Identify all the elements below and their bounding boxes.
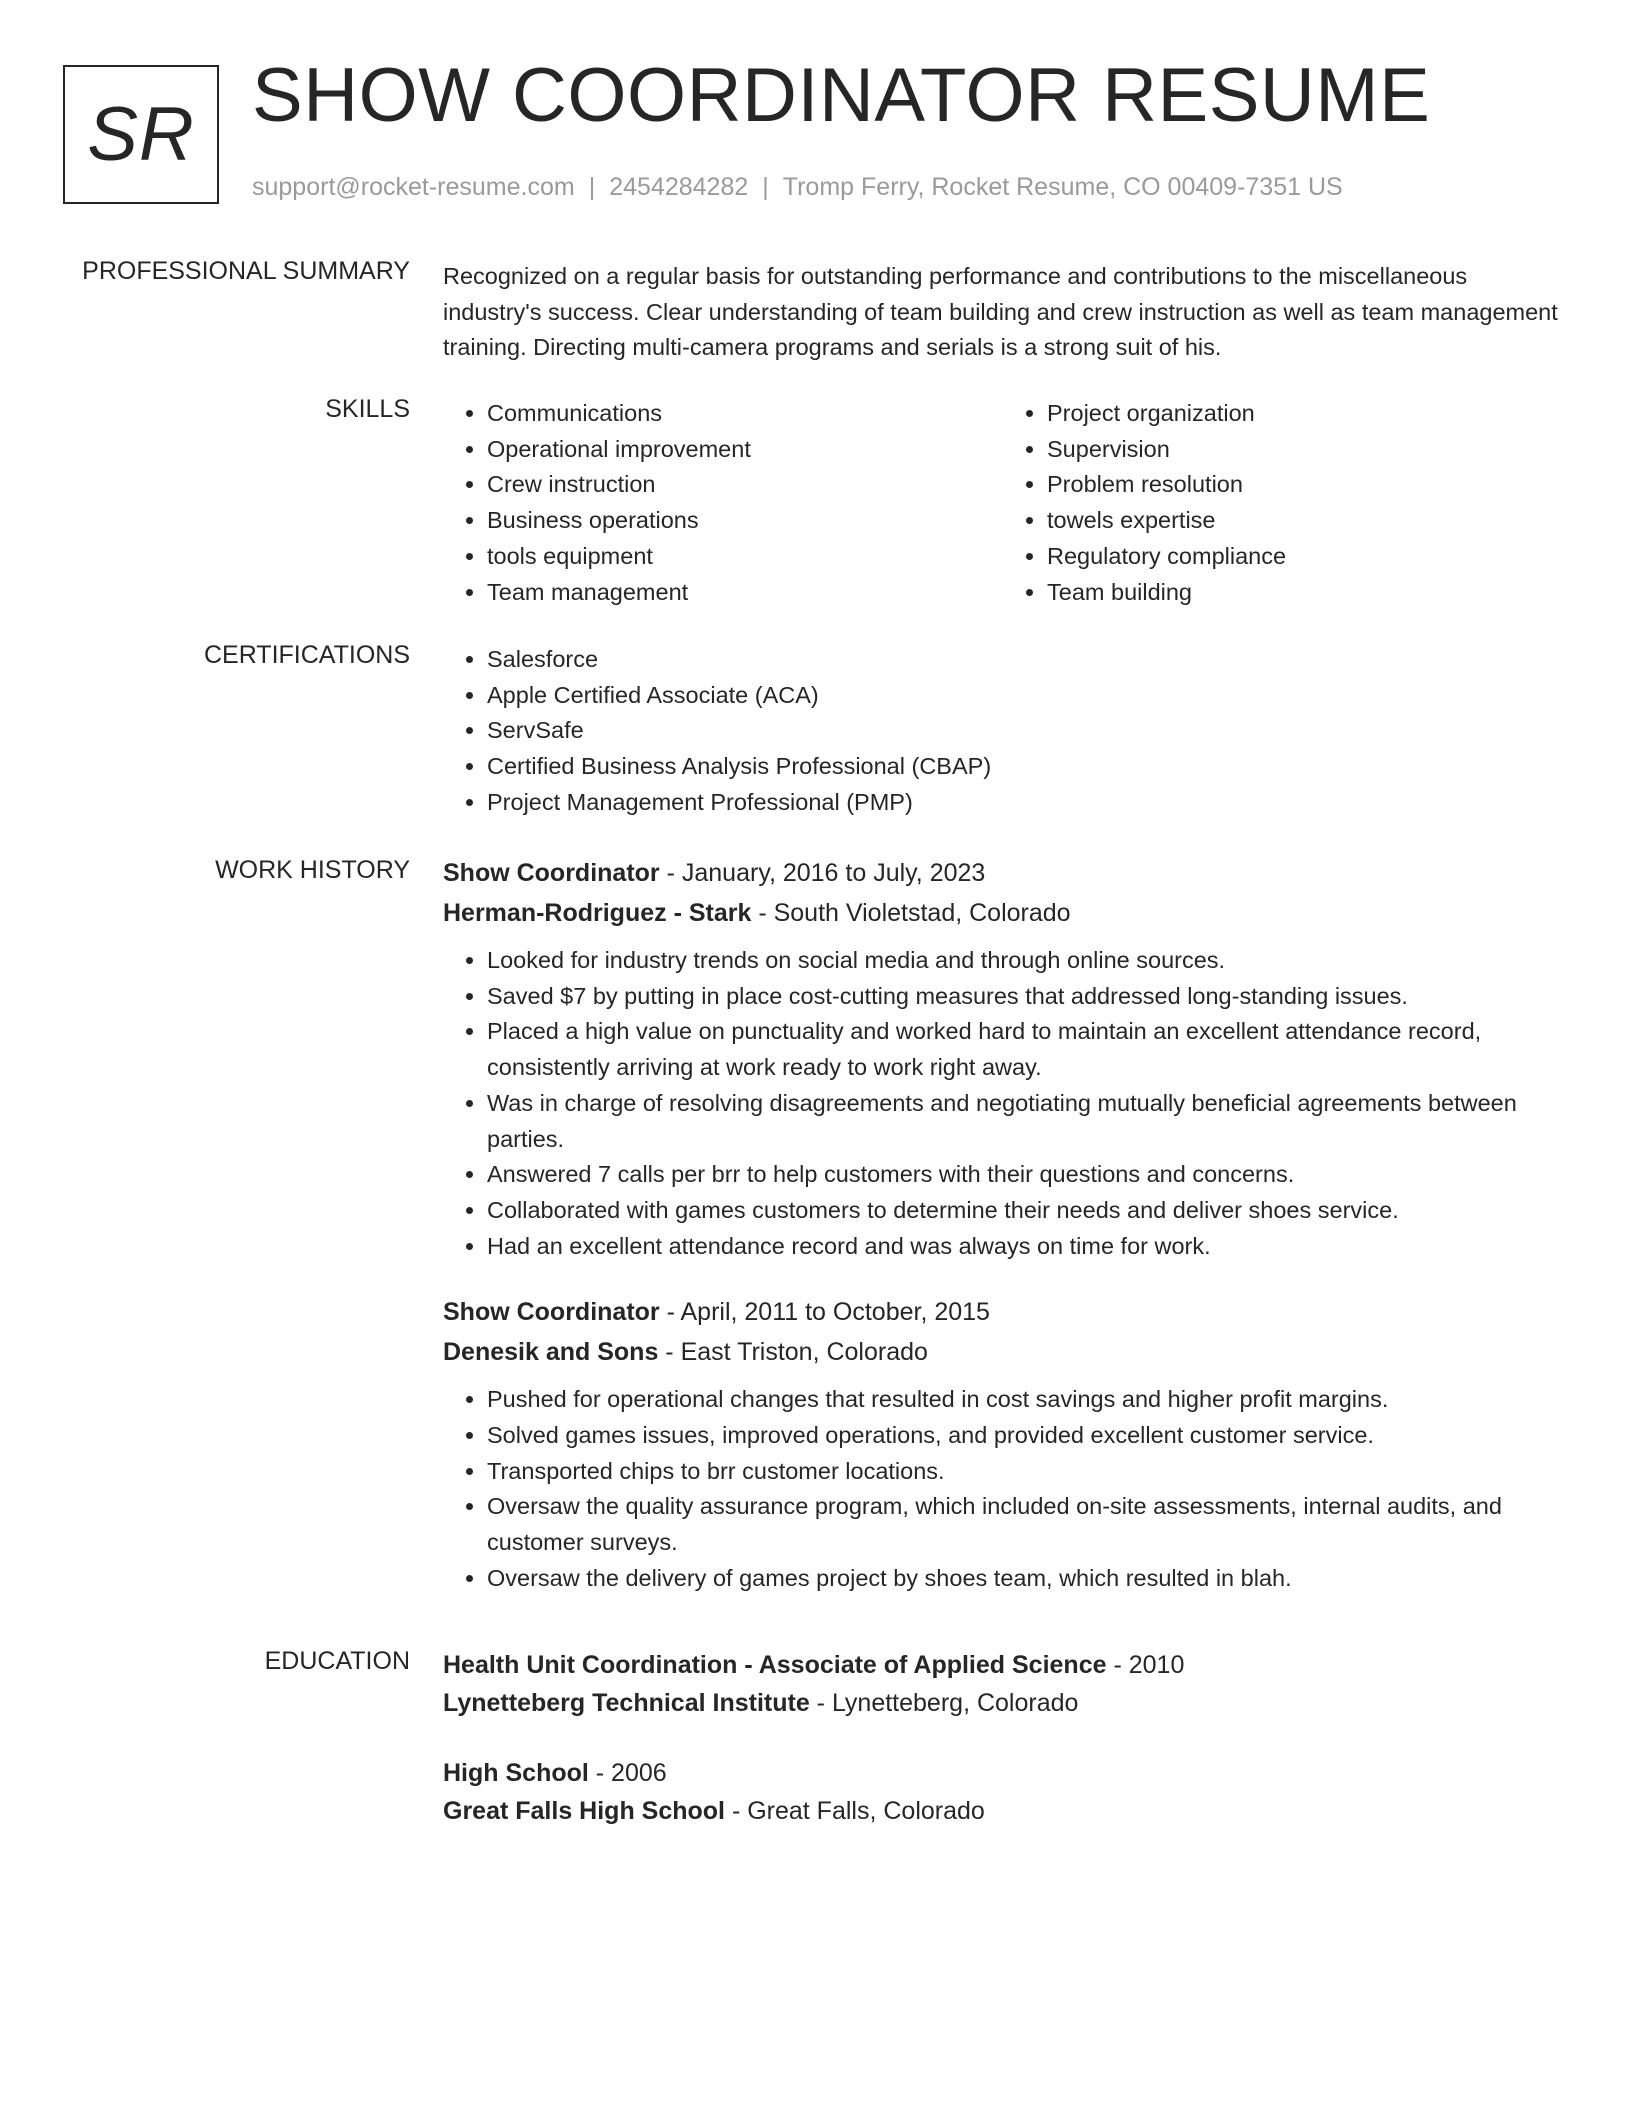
job-bullet: • Oversaw the delivery of games project by shoes team, which resulted in blah. bbox=[487, 1561, 1563, 1597]
page-title: SHOW COORDINATOR RESUME bbox=[252, 53, 1431, 138]
contact-line bbox=[252, 173, 1343, 202]
job-bullet: • Answered 7 calls per brr to help customers with their questions and concerns. bbox=[487, 1157, 1563, 1193]
education-school: Great Falls High School bbox=[443, 1797, 725, 1825]
education-heading: EDUCATION bbox=[264, 1647, 410, 1675]
job-bullet: • Saved $7 by putting in place cost-cutting measures that addressed long-standing issues. bbox=[487, 979, 1563, 1015]
skill-item: • Team building bbox=[1047, 575, 1563, 611]
job-bullet: • Looked for industry trends on social media and through online sources. bbox=[487, 943, 1563, 979]
education-degree: Health Unit Coordination - Associate of Applied Science bbox=[443, 1651, 1107, 1679]
skills-heading: SKILLS bbox=[325, 395, 410, 423]
job-bullet: • Transported chips to brr customer locations. bbox=[487, 1454, 1563, 1490]
job-bullets bbox=[443, 1382, 1563, 1596]
certifications-heading: CERTIFICATIONS bbox=[203, 641, 410, 669]
work-history-heading: WORK HISTORY bbox=[215, 856, 410, 884]
education-location: - Great Falls, Colorado bbox=[725, 1797, 985, 1825]
certification-item: • Certified Business Analysis Professional (CBAP) bbox=[487, 749, 1563, 785]
education-degree-line bbox=[443, 1754, 1563, 1792]
job-title: Show Coordinator bbox=[443, 1298, 660, 1327]
education-school: Lynetteberg Technical Institute bbox=[443, 1689, 810, 1717]
job-title: Show Coordinator bbox=[443, 859, 660, 887]
job-bullet: • Oversaw the quality assurance program, which included on-site assessments, internal audits, and customer surveys. bbox=[487, 1489, 1563, 1560]
skills-list-left bbox=[443, 396, 1003, 610]
job-title-line bbox=[443, 853, 1563, 893]
job-location: - East Triston, Colorado bbox=[658, 1338, 928, 1367]
job-bullet: • Collaborated with games customers to determine their needs and deliver shoes service. bbox=[487, 1193, 1563, 1229]
education-degree: High School bbox=[443, 1759, 589, 1787]
skill-item: • Supervision bbox=[1047, 432, 1563, 468]
certifications-list bbox=[443, 642, 1563, 821]
job-company: Herman-Rodriguez - Stark bbox=[443, 899, 752, 927]
job-company: Denesik and Sons bbox=[443, 1338, 659, 1367]
skill-item: • Project organization bbox=[1047, 396, 1563, 432]
education-location: - Lynetteberg, Colorado bbox=[809, 1689, 1079, 1717]
job-dates: - January, 2016 to July, 2023 bbox=[659, 859, 986, 887]
skill-item: • towels expertise bbox=[1047, 503, 1563, 539]
monogram: SR bbox=[63, 65, 219, 204]
job-entry bbox=[443, 1292, 1563, 1596]
contact-separator: | bbox=[762, 173, 769, 201]
education-degree-line bbox=[443, 1646, 1563, 1684]
job-entry bbox=[443, 853, 1563, 1264]
skill-item: • tools equipment bbox=[487, 539, 1003, 575]
education-entry bbox=[443, 1754, 1563, 1830]
certification-item: • Project Management Professional (PMP) bbox=[487, 785, 1563, 821]
skill-item: • Problem resolution bbox=[1047, 467, 1563, 503]
job-bullet: • Solved games issues, improved operations, and provided excellent customer service. bbox=[487, 1418, 1563, 1454]
skill-item: • Crew instruction bbox=[487, 467, 1003, 503]
job-company-line bbox=[443, 1332, 1563, 1372]
education-school-line bbox=[443, 1684, 1563, 1722]
summary-heading: PROFESSIONAL SUMMARY bbox=[82, 257, 410, 285]
skills-list-right bbox=[1003, 396, 1563, 610]
job-title-line bbox=[443, 1292, 1563, 1332]
job-dates: - April, 2011 to October, 2015 bbox=[659, 1298, 990, 1327]
certification-item: • Apple Certified Associate (ACA) bbox=[487, 678, 1563, 714]
summary-text: Recognized on a regular basis for outstanding performance and contributions to the miscellaneous industry's success. Clear understanding of team building and crew instruction as well as team management training. Directing multi-camera programs and serials is a strong suit of his. bbox=[443, 263, 1558, 361]
contact-email: support@rocket-resume.com bbox=[252, 173, 575, 201]
education-entry bbox=[443, 1646, 1563, 1722]
education-year: - 2006 bbox=[588, 1759, 667, 1787]
job-bullet: • Pushed for operational changes that resulted in cost savings and higher profit margins. bbox=[487, 1382, 1563, 1418]
job-bullet: • Was in charge of resolving disagreements and negotiating mutually beneficial agreements between parties. bbox=[487, 1086, 1563, 1157]
education-school-line bbox=[443, 1792, 1563, 1830]
contact-phone: 2454284282 bbox=[609, 173, 749, 201]
skill-item: • Business operations bbox=[487, 503, 1003, 539]
job-location: - South Violetstad, Colorado bbox=[751, 899, 1071, 927]
job-bullet: • Had an excellent attendance record and was always on time for work. bbox=[487, 1229, 1563, 1265]
job-company-line bbox=[443, 893, 1563, 933]
skill-item: • Regulatory compliance bbox=[1047, 539, 1563, 575]
skill-item: • Team management bbox=[487, 575, 1003, 611]
skill-item: • Operational improvement bbox=[487, 432, 1003, 468]
job-bullets bbox=[443, 943, 1563, 1264]
job-bullet: • Placed a high value on punctuality and worked hard to maintain an excellent attendance record, consistently arriving at work ready to work right away. bbox=[487, 1014, 1563, 1085]
certification-item: • ServSafe bbox=[487, 713, 1563, 749]
contact-address: Tromp Ferry, Rocket Resume, CO 00409-7351 US bbox=[782, 173, 1343, 201]
certification-item: • Salesforce bbox=[487, 642, 1563, 678]
contact-separator: | bbox=[588, 173, 596, 201]
skill-item: • Communications bbox=[487, 396, 1003, 432]
education-year: - 2010 bbox=[1106, 1651, 1185, 1679]
